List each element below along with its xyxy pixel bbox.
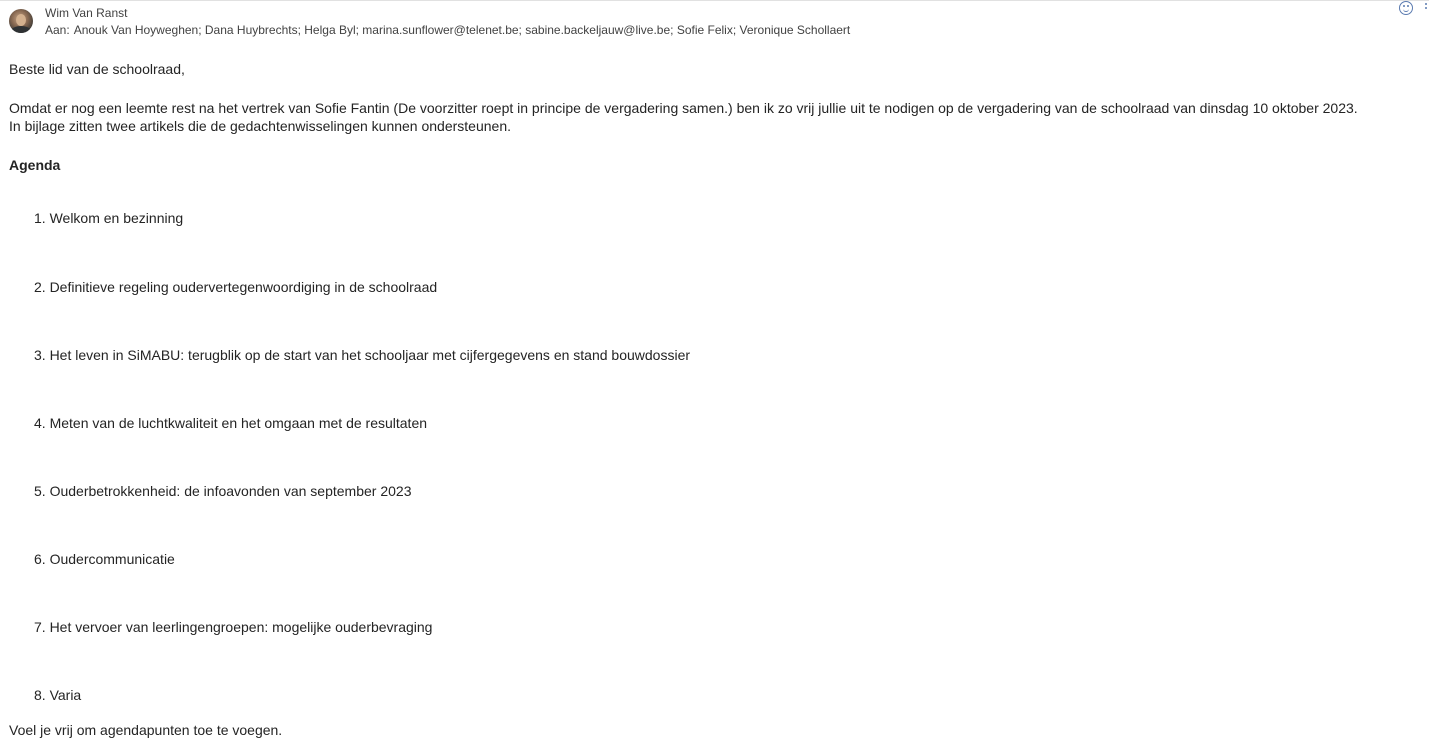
avatar-face [16,14,26,26]
avatar-shoulders [11,26,31,33]
intro-paragraph [9,99,1358,135]
header-actions [1399,0,1429,16]
agenda-item: 2. Definitieve regeling oudervertegenwoordiging in de schoolraad [34,279,438,295]
agenda-item: 7. Het vervoer van leerlingengroepen: mogelijke ouderbevraging [34,619,433,635]
sender-avatar[interactable] [9,9,33,33]
agenda-item: 3. Het leven in SiMABU: terugblik op de start van het schooljaar met cijfergegevens en stand bouwdossier [34,347,691,363]
recipients-line [45,23,850,37]
agenda-title: Agenda [9,157,61,173]
agenda-item: 5. Ouderbetrokkenheid: de infoavonden van september 2023 [34,483,412,499]
emoji-icon[interactable] [1399,1,1413,15]
more-icon[interactable] [1423,1,1429,15]
to-label: Aan: [45,23,70,37]
intro-line-2: In bijlage zitten twee artikels die de gedachtenwisselingen kunnen ondersteunen. [9,118,512,134]
greeting: Beste lid van de schoolraad, [9,61,185,77]
message-header [0,0,1429,44]
agenda-item: 4. Meten van de luchtkwaliteit en het omgaan met de resultaten [34,415,428,431]
closing-line: Voel je vrij om agendapunten toe te voegen. [9,722,283,738]
intro-line-1: Omdat er nog een leemte rest na het vertrek van Sofie Fantin (De voorzitter roept in principe de vergadering samen.) ben ik zo vrij jullie uit te nodigen op de vergadering van de schoolraad van dinsdag 10 oktober 2023. [9,100,1358,116]
agenda-item: 6. Oudercommunicatie [34,551,175,567]
agenda-item: 1. Welkom en bezinning [34,210,184,226]
recipients-list[interactable]: Anouk Van Hoyweghen; Dana Huybrechts; Helga Byl; marina.sunflower@telenet.be; sabine.backeljauw@live.be; Sofie Felix; Veronique Schollaert [73,23,851,37]
sender-name[interactable]: Wim Van Ranst [45,6,128,20]
agenda-item: 8. Varia [34,687,82,703]
